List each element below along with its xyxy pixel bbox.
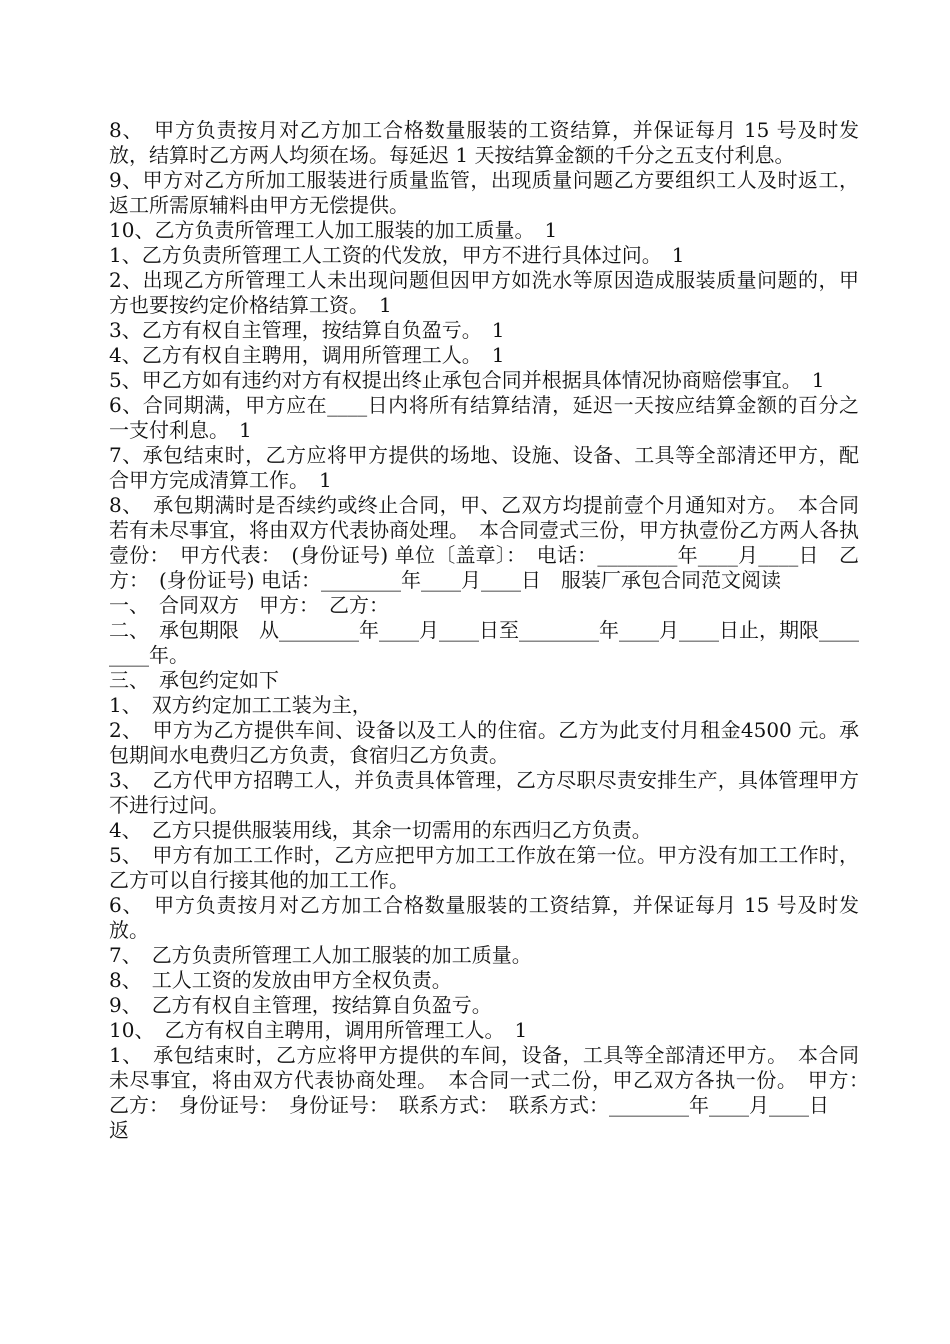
paragraph: 9、 乙方有权自主管理，按结算自负盈亏。: [109, 993, 492, 1017]
paragraph: 1、 双方约定加工工装为主，: [109, 693, 372, 717]
paragraph: 3、 乙方代甲方招聘工人，并负责具体管理，乙方尽职尽责安排生产，具体管理甲方不进行过问。: [109, 768, 859, 817]
paragraph: 返: [109, 1118, 129, 1142]
paragraph: 6、 甲方负责按月对乙方加工合格数量服装的工资结算，并保证每月 15 号及时发放。: [109, 893, 859, 942]
section-heading: 一、 合同双方 甲方： 乙方：: [109, 593, 389, 617]
paragraph: 4、 乙方只提供服装用线，其余一切需用的东西归乙方负责。: [109, 818, 652, 842]
paragraph: 1、乙方负责所管理工人工资的代发放，甲方不进行具体过问。 1: [109, 243, 685, 267]
section-heading: 三、 承包约定如下: [109, 668, 279, 692]
paragraph: 6、合同期满，甲方应在____日内将所有结算结清，延迟一天按应结算金额的百分之一支付利息。 1: [109, 393, 859, 442]
paragraph: 2、出现乙方所管理工人未出现问题但因甲方如洗水等原因造成服装质量问题的，甲方也要按约定价格结算工资。 1: [109, 268, 859, 317]
paragraph: 8、 甲方负责按月对乙方加工合格数量服装的工资结算，并保证每月 15 号及时发放，结算时乙方两人均须在场。每延迟 1 天按结算金额的千分之五支付利息。: [109, 118, 859, 167]
paragraph: 2、 甲方为乙方提供车间、设备以及工人的住宿。乙方为此支付月租金4500 元。承包期间水电费归乙方负责，食宿归乙方负责。: [109, 718, 859, 767]
paragraph: 5、 甲方有加工工作时，乙方应把甲方加工工作放在第一位。甲方没有加工工作时，乙方可以自行接其他的加工工作。: [109, 843, 859, 892]
paragraph: 3、乙方有权自主管理，按结算自负盈亏。 1: [109, 318, 505, 342]
paragraph: 7、 乙方负责所管理工人加工服装的加工质量。: [109, 943, 532, 967]
paragraph: 4、乙方有权自主聘用，调用所管理工人。 1: [109, 343, 505, 367]
paragraph: 1、 承包结束时，乙方应将甲方提供的车间，设备，工具等全部清还甲方。 本合同未尽事宜，将由双方代表协商处理。 本合同一式二份，甲乙双方各执一份。 甲方： 乙方： 身份证号： 身份证号： 联系方式： 联系方式：________年____月____日: [109, 1043, 879, 1117]
paragraph: 10、乙方负责所管理工人加工服装的加工质量。 1: [109, 218, 558, 242]
section-heading: 二、 承包期限 从________年____月____日至________年____月____日止，期限________年。: [109, 618, 859, 667]
paragraph: 8、 工人工资的发放由甲方全权负责。: [109, 968, 452, 992]
paragraph: 5、甲乙方如有违约对方有权提出终止承包合同并根据具体情况协商赔偿事宜。 1: [109, 368, 825, 392]
paragraph: 7、承包结束时，乙方应将甲方提供的场地、设施、设备、工具等全部清还甲方，配合甲方完成清算工作。 1: [109, 443, 859, 492]
paragraph: 9、甲方对乙方所加工服装进行质量监管，出现质量问题乙方要组织工人及时返工，返工所需原辅料由甲方无偿提供。: [109, 168, 859, 217]
paragraph: 10、 乙方有权自主聘用，调用所管理工人。 1: [109, 1018, 528, 1042]
document-body: [109, 118, 879, 1143]
paragraph: 8、 承包期满时是否续约或终止合同，甲、乙双方均提前壹个月通知对方。 本合同若有未尽事宜，将由双方代表协商处理。 本合同壹式三份，甲方执壹份乙方两人各执壹份： 甲方代表： (身份证号) 单位〔盖章〕： 电话：________年____月____日 乙方： (身份证号) 电话：________年____月____日 服装厂承包合同范文阅读: [109, 493, 859, 592]
